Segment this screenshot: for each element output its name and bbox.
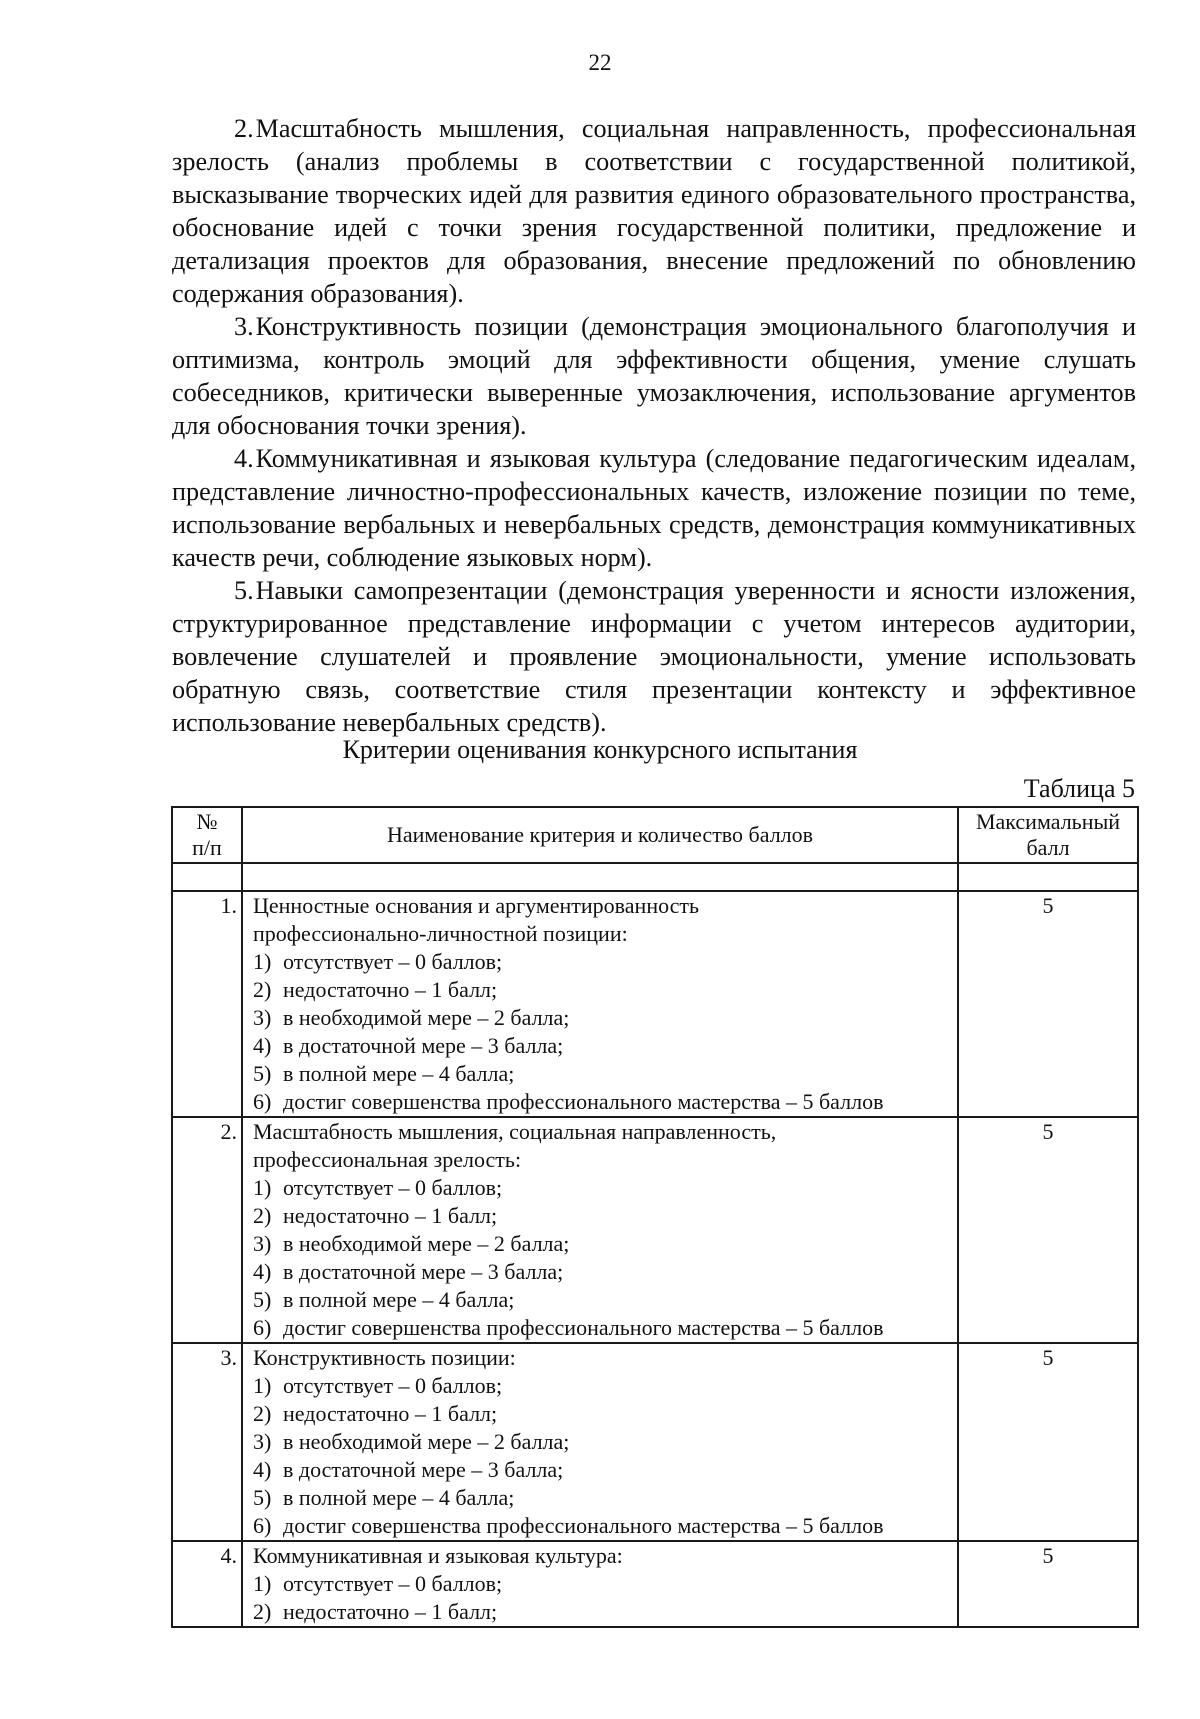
criteria-table	[171, 806, 1139, 1628]
row-max-score: 5	[958, 891, 1138, 1117]
score-option-text: в полной мере – 4 балла;	[283, 1485, 515, 1510]
score-option-text: в достаточной мере – 3 балла;	[283, 1033, 564, 1058]
header-number	[172, 807, 242, 863]
score-option-text: достиг совершенства профессионального мастерства – 5 баллов	[283, 1089, 884, 1114]
score-option-marker: 4)	[253, 1259, 272, 1284]
score-option	[253, 1372, 957, 1400]
row-number: 4.	[172, 1541, 242, 1627]
score-option-marker: 2)	[253, 1599, 272, 1624]
spacer-cell	[242, 863, 958, 891]
row-max-score: 5	[958, 1541, 1138, 1627]
score-option	[253, 1004, 957, 1032]
score-option	[253, 1230, 957, 1258]
paragraph-2	[172, 112, 1136, 310]
body-text	[172, 112, 1136, 739]
score-option	[253, 1570, 957, 1598]
score-option-marker: 1)	[253, 1571, 272, 1596]
score-option-text: недостаточно – 1 балл;	[283, 977, 498, 1002]
paragraph-3	[172, 310, 1136, 442]
paragraph-text: Навыки самопрезентации (демонстрация уверенности и ясности изложения, структурированное представление информации с учетом интересов аудитории, вовлечение слушателей и проявление эмоциональности, умение использовать обратную связь, соответствие стиля презентации контексту и эффективное использование невербальных средств).	[172, 576, 1136, 737]
score-option-text: недостаточно – 1 балл;	[283, 1203, 498, 1228]
header-number-line2: п/п	[192, 835, 222, 860]
table-header-row	[172, 807, 1138, 863]
table-spacer-row	[172, 863, 1138, 891]
score-option	[253, 1202, 957, 1230]
score-option	[253, 1484, 957, 1512]
score-option-text: достиг совершенства профессионального мастерства – 5 баллов	[283, 1513, 884, 1538]
paragraph-number: 3.	[234, 312, 254, 341]
paragraph-5	[172, 574, 1136, 739]
row-criterion	[242, 1343, 958, 1541]
score-option-text: в достаточной мере – 3 балла;	[283, 1259, 564, 1284]
score-option	[253, 1258, 957, 1286]
score-option-marker: 3)	[253, 1231, 272, 1256]
score-option	[253, 1286, 957, 1314]
criterion-title-line: Масштабность мышления, социальная направленность,	[253, 1119, 777, 1144]
header-number-line1: №	[196, 809, 218, 834]
spacer-cell	[172, 863, 242, 891]
score-option-marker: 4)	[253, 1457, 272, 1482]
score-option	[253, 948, 957, 976]
score-option	[253, 1428, 957, 1456]
row-number: 1.	[172, 891, 242, 1117]
score-option-marker: 1)	[253, 949, 272, 974]
score-option-marker: 2)	[253, 977, 272, 1002]
score-option-marker: 1)	[253, 1373, 272, 1398]
score-option	[253, 1512, 957, 1540]
score-option-text: в необходимой мере – 2 балла;	[283, 1231, 570, 1256]
table-row	[172, 1343, 1138, 1541]
table-row	[172, 1117, 1138, 1343]
score-option-text: в необходимой мере – 2 балла;	[283, 1005, 570, 1030]
row-criterion	[242, 1117, 958, 1343]
score-option-text: отсутствует – 0 баллов;	[283, 1175, 503, 1200]
row-number: 3.	[172, 1343, 242, 1541]
criterion-title-line: профессионально-личностной позиции:	[253, 921, 628, 946]
row-max-score: 5	[958, 1343, 1138, 1541]
header-name: Наименование критерия и количество баллов	[242, 807, 958, 863]
score-option	[253, 1598, 957, 1626]
score-option-text: недостаточно – 1 балл;	[283, 1401, 498, 1426]
score-option	[253, 1400, 957, 1428]
score-option-marker: 2)	[253, 1203, 272, 1228]
score-option	[253, 1456, 957, 1484]
header-max	[958, 807, 1138, 863]
paragraph-text: Конструктивность позиции (демонстрация эмоционального благополучия и оптимизма, контроль эмоций для эффективности общения, умение слушать собеседников, критически выверенные умозаключения, использование аргументов для обоснования точки зрения).	[172, 312, 1136, 440]
table-row	[172, 1541, 1138, 1627]
score-option-marker: 4)	[253, 1033, 272, 1058]
score-option	[253, 1314, 957, 1342]
criteria-body	[172, 891, 1138, 1627]
score-option	[253, 1032, 957, 1060]
score-option-marker: 5)	[253, 1061, 272, 1086]
row-max-score: 5	[958, 1117, 1138, 1343]
row-number: 2.	[172, 1117, 242, 1343]
score-option-marker: 6)	[253, 1513, 272, 1538]
score-option	[253, 1088, 957, 1116]
score-option-text: отсутствует – 0 баллов;	[283, 1373, 503, 1398]
score-option-text: в достаточной мере – 3 балла;	[283, 1457, 564, 1482]
criterion-title-line: Конструктивность позиции:	[253, 1345, 516, 1370]
score-option-text: недостаточно – 1 балл;	[283, 1599, 498, 1624]
score-option-marker: 3)	[253, 1429, 272, 1454]
score-option	[253, 976, 957, 1004]
score-option-marker: 5)	[253, 1485, 272, 1510]
criterion-title-line: профессиональная зрелость:	[253, 1147, 522, 1172]
score-option	[253, 1060, 957, 1088]
criterion-title-line: Ценностные основания и аргументированность	[253, 893, 700, 918]
score-option	[253, 1174, 957, 1202]
score-option-marker: 6)	[253, 1315, 272, 1340]
score-option-marker: 1)	[253, 1175, 272, 1200]
table-title: Критерии оценивания конкурсного испытания	[342, 735, 858, 764]
paragraph-number: 4.	[234, 444, 254, 473]
score-option-text: отсутствует – 0 баллов;	[283, 949, 503, 974]
score-option-marker: 5)	[253, 1287, 272, 1312]
paragraph-4	[172, 442, 1136, 574]
table-row	[172, 891, 1138, 1117]
score-option-text: достиг совершенства профессионального мастерства – 5 баллов	[283, 1315, 884, 1340]
paragraph-text: Масштабность мышления, социальная направленность, профессиональная зрелость (анализ проблемы в соответствии с государственной политикой, высказывание творческих идей для развития единого образовательного пространства, обоснование идей с точки зрения государственной политики, предложение и детализация проектов для образования, внесение предложений по обновлению содержания образования).	[172, 114, 1136, 308]
score-option-text: в полной мере – 4 балла;	[283, 1061, 515, 1086]
table-label: Таблица 5	[1023, 774, 1135, 803]
page-number: 22	[588, 50, 612, 75]
score-option-marker: 2)	[253, 1401, 272, 1426]
paragraph-text: Коммуникативная и языковая культура (следование педагогическим идеалам, представление личностно-профессиональных качеств, изложение позиции по теме, использование вербальных и невербальных средств, демонстрация коммуникативных качеств речи, соблюдение языковых норм).	[172, 444, 1136, 572]
row-criterion	[242, 1541, 958, 1627]
criterion-title-line: Коммуникативная и языковая культура:	[253, 1543, 623, 1568]
score-option-text: в полной мере – 4 балла;	[283, 1287, 515, 1312]
paragraph-number: 2.	[234, 114, 254, 143]
spacer-cell	[958, 863, 1138, 891]
score-option-text: в необходимой мере – 2 балла;	[283, 1429, 570, 1454]
score-option-marker: 6)	[253, 1089, 272, 1114]
header-max-line2: балл	[1026, 835, 1070, 860]
score-option-marker: 3)	[253, 1005, 272, 1030]
paragraph-number: 5.	[234, 576, 254, 605]
header-max-line1: Максимальный	[975, 809, 1121, 834]
row-criterion	[242, 891, 958, 1117]
score-option-text: отсутствует – 0 баллов;	[283, 1571, 503, 1596]
